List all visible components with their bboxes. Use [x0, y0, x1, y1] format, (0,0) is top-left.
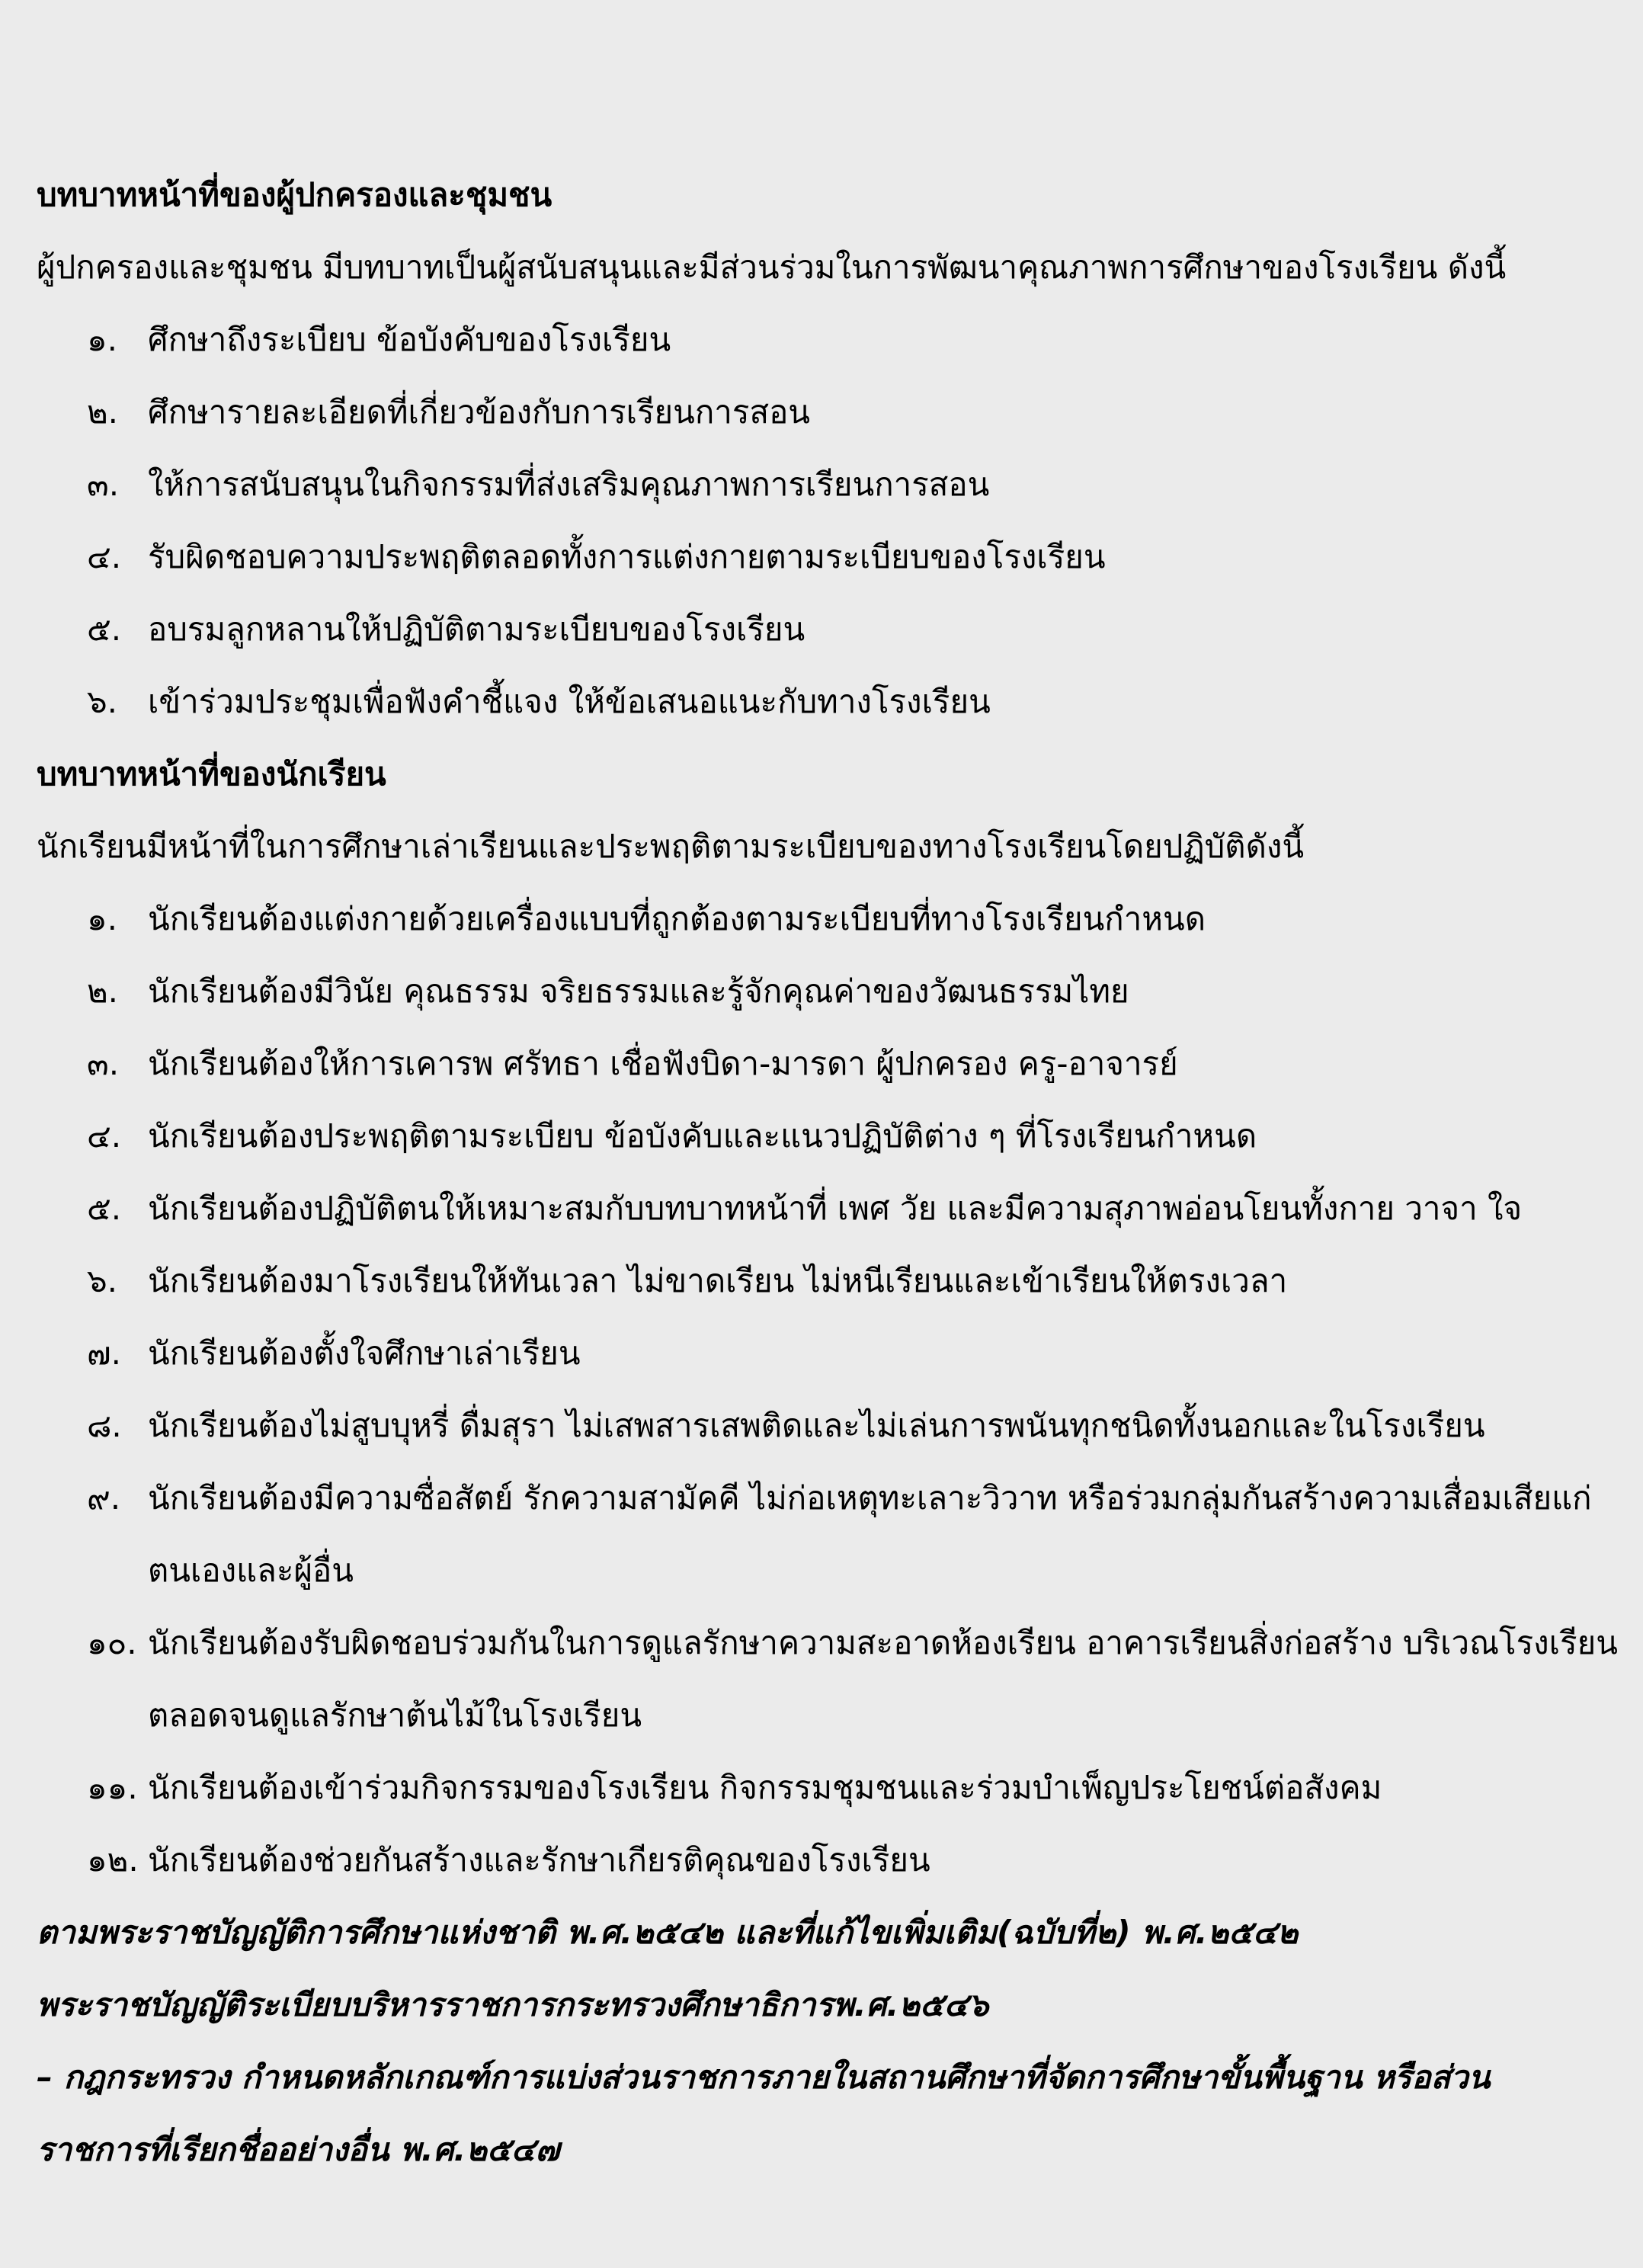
- list-item: [37, 1389, 1606, 1462]
- list-text: เข้าร่วมประชุมเพื่อฟังคำชี้แจง ให้ข้อเสนอแนะกับทางโรงเรียน: [148, 683, 991, 720]
- reference-line: พระราชบัญญัติระเบียบบริหารราชการกระทรวงศึกษาธิการพ.ศ.๒๕๔๖: [37, 1986, 989, 2023]
- list-text: นักเรียนต้องมีความซื่อสัตย์ รักความสามัคคี ไม่ก่อเหตุทะเลาะวิวาท หรือร่วมกลุ่มกันสร้างความเสื่อมเสียแก่: [148, 1479, 1592, 1517]
- list-text: นักเรียนต้องรับผิดชอบร่วมกันในการดูแลรักษาความสะอาดห้องเรียน อาคารเรียนสิ่งก่อสร้าง บริเวณโรงเรียน: [148, 1624, 1618, 1661]
- list-number: ๖.: [87, 683, 118, 720]
- list-item: [37, 1606, 1618, 1679]
- document-body: [37, 159, 1618, 2186]
- list-item: [37, 1172, 1606, 1245]
- list-number: ๓.: [87, 1045, 120, 1082]
- list-text: นักเรียนต้องให้การเคารพ ศรัทธา เชื่อฟังบิดา-มารดา ผู้ปกครอง ครู-อาจารย์: [148, 1045, 1178, 1082]
- list-number: ๒.: [87, 972, 119, 1010]
- list-text: นักเรียนต้องประพฤติตามระเบียบ ข้อบังคับและแนวปฏิบัติต่าง ๆ ที่โรงเรียนกำหนด: [148, 1117, 1257, 1155]
- list-number: ๔.: [87, 1117, 122, 1155]
- parents-heading: บทบาทหน้าที่ของผู้ปกครองและชุมชน: [37, 176, 552, 213]
- list-text: ศึกษารายละเอียดที่เกี่ยวข้องกับการเรียนการสอน: [148, 393, 811, 431]
- students-intro: นักเรียนมีหน้าที่ในการศึกษาเล่าเรียนและประพฤติตามระเบียบของทางโรงเรียนโดยปฏิบัติดังนี้: [37, 828, 1305, 865]
- list-number: ๖.: [87, 1262, 118, 1299]
- list-item: [37, 883, 1606, 955]
- list-item: [37, 1027, 1606, 1100]
- list-item: [37, 1824, 1606, 1896]
- list-item: [37, 448, 1606, 521]
- list-item: [37, 1462, 1606, 1534]
- students-heading: บทบาทหน้าที่ของนักเรียน: [37, 755, 386, 793]
- list-text: นักเรียนต้องมาโรงเรียนให้ทันเวลา ไม่ขาดเรียน ไม่หนีเรียนและเข้าเรียนให้ตรงเวลา: [148, 1262, 1288, 1299]
- list-item: [37, 593, 1606, 665]
- list-text: นักเรียนต้องปฏิบัติตนให้เหมาะสมกับบทบาทหน้าที่ เพศ วัย และมีความสุภาพอ่อนโยนทั้งกาย วาจา ใจ: [148, 1190, 1523, 1227]
- list-number: ๗.: [87, 1334, 121, 1372]
- list-item-continuation: ตนเองและผู้อื่น: [148, 1552, 354, 1589]
- list-text: นักเรียนต้องแต่งกายด้วยเครื่องแบบที่ถูกต้องตามระเบียบที่ทางโรงเรียนกำหนด: [148, 900, 1206, 937]
- list-item: [37, 1317, 1606, 1389]
- list-text: ให้การสนับสนุนในกิจกรรมที่ส่งเสริมคุณภาพการเรียนการสอน: [148, 466, 990, 503]
- list-number: ๑๒.: [87, 1841, 139, 1879]
- list-text: นักเรียนต้องตั้งใจศึกษาเล่าเรียน: [148, 1334, 581, 1372]
- list-number: ๕.: [87, 1190, 122, 1227]
- list-number: ๓.: [87, 466, 120, 503]
- list-text: อบรมลูกหลานให้ปฏิบัติตามระเบียบของโรงเรียน: [148, 610, 805, 648]
- list-item-continuation: ตลอดจนดูแลรักษาต้นไม้ในโรงเรียน: [148, 1696, 642, 1734]
- list-number: ๘.: [87, 1407, 122, 1444]
- list-text: นักเรียนต้องเข้าร่วมกิจกรรมของโรงเรียน กิจกรรมชุมชนและร่วมบำเพ็ญประโยชน์ต่อสังคม: [148, 1769, 1382, 1806]
- list-number: ๒.: [87, 393, 119, 431]
- list-item: [37, 955, 1606, 1027]
- list-number: ๑๑.: [87, 1769, 138, 1806]
- list-number: ๑.: [87, 900, 118, 937]
- list-number: ๙.: [87, 1479, 121, 1517]
- list-item: [37, 665, 1606, 738]
- list-number: ๕.: [87, 610, 122, 648]
- parents-intro: ผู้ปกครองและชุมชน มีบทบาทเป็นผู้สนับสนุนและมีส่วนร่วมในการพัฒนาคุณภาพการศึกษาของโรงเรียน ดังนี้: [37, 248, 1507, 286]
- list-number: ๑.: [87, 321, 118, 358]
- list-item: [37, 1751, 1606, 1824]
- list-item: [37, 1245, 1606, 1317]
- list-number: ๔.: [87, 538, 122, 575]
- list-text: ศึกษาถึงระเบียบ ข้อบังคับของโรงเรียน: [148, 321, 671, 358]
- reference-line: ราชการที่เรียกชื่ออย่างอื่น พ.ศ.๒๕๔๗: [37, 2131, 560, 2168]
- list-text: รับผิดชอบความประพฤติตลอดทั้งการแต่งกายตามระเบียบของโรงเรียน: [148, 538, 1106, 575]
- list-item: [37, 376, 1606, 448]
- list-text: นักเรียนต้องไม่สูบบุหรี่ ดื่มสุรา ไม่เสพสารเสพติดและไม่เล่นการพนันทุกชนิดทั้งนอกและในโรงเรียน: [148, 1407, 1485, 1444]
- reference-line: – กฎกระทรวง กำหนดหลักเกณฑ์การแบ่งส่วนราชการภายในสถานศึกษาที่จัดการศึกษาขั้นพื้นฐาน หรือส่วน: [37, 2058, 1491, 2096]
- list-text: นักเรียนต้องมีวินัย คุณธรรม จริยธรรมและรู้จักคุณค่าของวัฒนธรรมไทย: [148, 972, 1129, 1010]
- list-item: [37, 521, 1606, 593]
- reference-line: ตามพระราชบัญญัติการศึกษาแห่งชาติ พ.ศ.๒๕๔๒ และที่แก้ไขเพิ่มเติม(ฉบับที่๒) พ.ศ.๒๕๔๒: [37, 1914, 1299, 1951]
- list-item: [37, 303, 1606, 376]
- list-item: [37, 1100, 1606, 1172]
- list-text: นักเรียนต้องช่วยกันสร้างและรักษาเกียรติคุณของโรงเรียน: [148, 1841, 930, 1879]
- list-number: ๑๐.: [87, 1624, 137, 1661]
